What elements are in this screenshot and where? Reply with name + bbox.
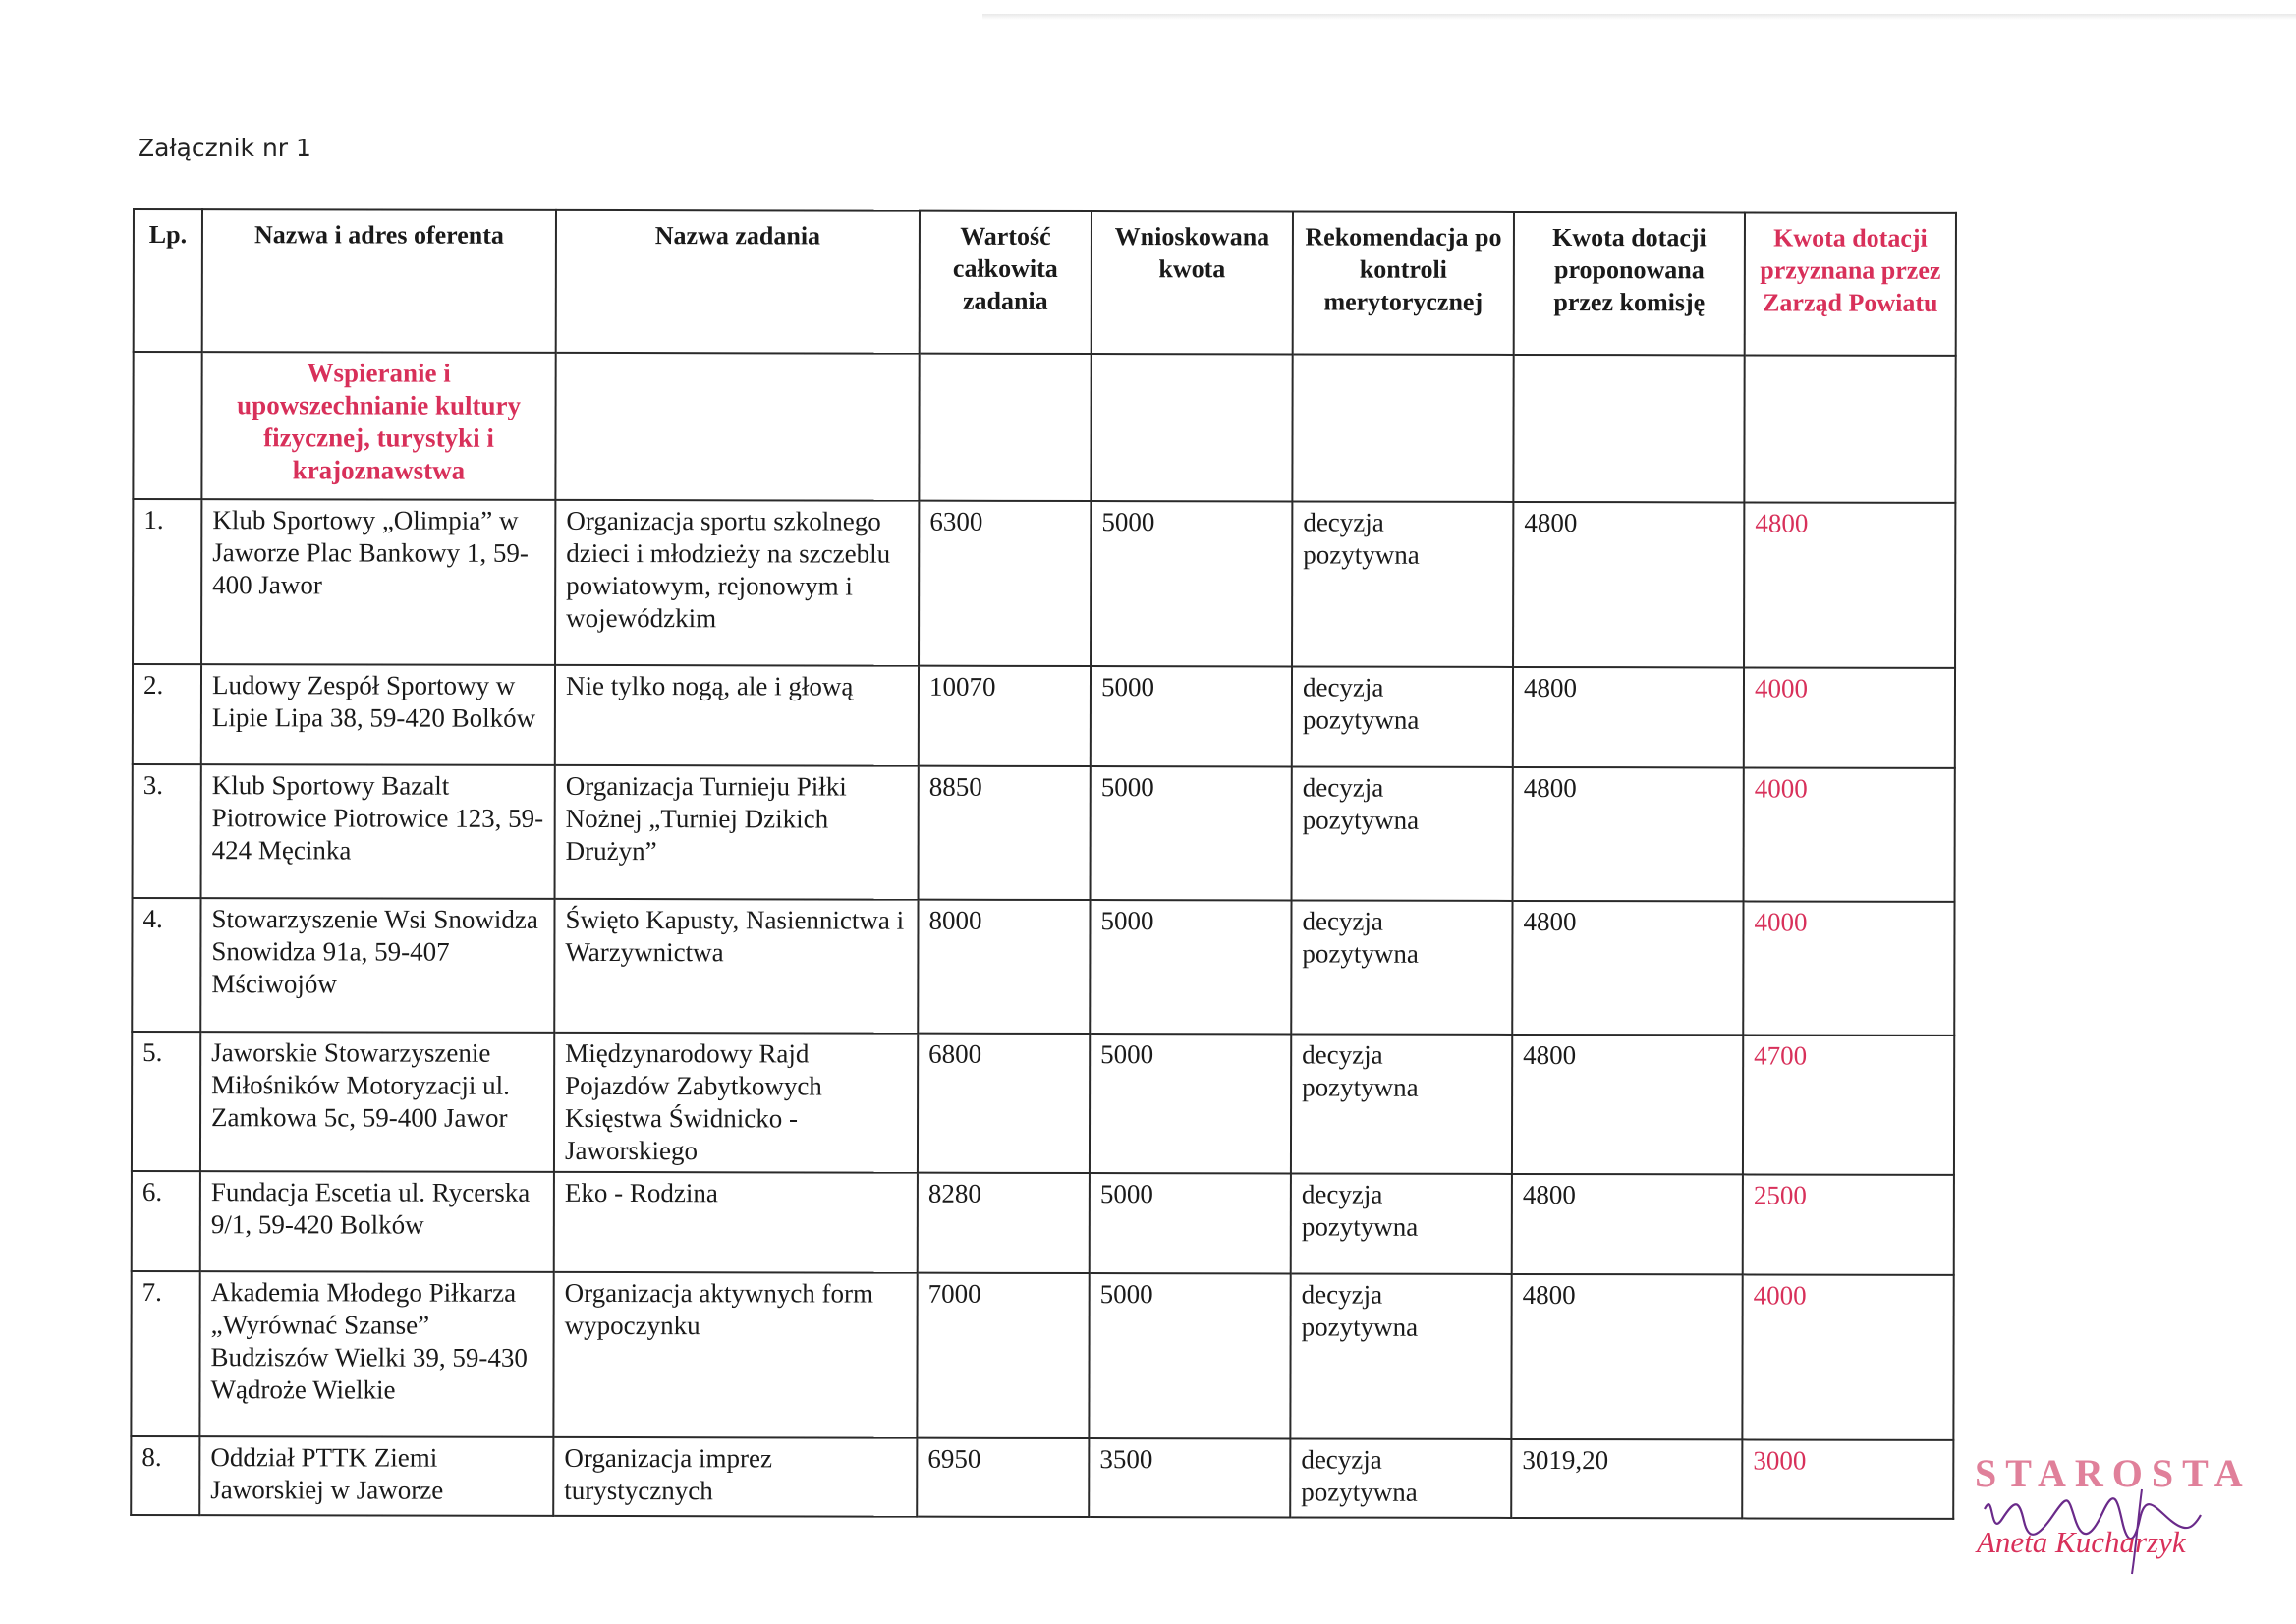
row-applicant: Stowarzyszenie Wsi Snowidza Snowidza 91a, 59-407 Mściwojów <box>200 898 554 1033</box>
row-requested: 5000 <box>1090 1034 1291 1173</box>
row-total-value: 6800 <box>918 1034 1090 1173</box>
category-empty-cell <box>1513 355 1744 502</box>
row-lp: 1. <box>133 499 201 664</box>
row-recommendation: decyzja pozytywna <box>1292 501 1513 666</box>
row-total-value: 8000 <box>918 900 1090 1034</box>
row-recommendation: decyzja pozytywna <box>1291 900 1512 1034</box>
row-task: Międzynarodowy Rajd Pojazdów Zabytkowych Księstwa Świdnicko - Jaworskiego <box>554 1033 918 1173</box>
row-proposed: 4800 <box>1511 1274 1742 1439</box>
row-task: Święto Kapusty, Nasiennictwa i Warzywnictwa <box>554 899 918 1034</box>
starosta-stamp <box>1965 1450 2250 1578</box>
table-body <box>131 352 1955 1519</box>
row-recommendation: decyzja pozytywna <box>1290 1438 1511 1517</box>
row-requested: 5000 <box>1089 1273 1290 1438</box>
row-requested: 5000 <box>1091 501 1292 666</box>
row-total-value: 6300 <box>919 501 1091 666</box>
row-applicant: Oddział PTTK Ziemi Jaworskiej w Jaworze <box>199 1436 553 1516</box>
header-recommendation: Rekomendacja po kontroli merytorycznej <box>1293 211 1514 354</box>
scan-edge-shadow <box>982 14 2296 20</box>
category-label: Wspieranie i upowszechnianie kultury fizycznej, turystyki i krajoznawstwa <box>201 352 555 500</box>
category-empty-cell <box>919 354 1091 501</box>
row-granted: 4700 <box>1743 1035 1954 1174</box>
row-requested: 5000 <box>1090 900 1291 1034</box>
category-empty-cell <box>1091 354 1292 501</box>
row-proposed: 4800 <box>1512 1035 1743 1174</box>
category-empty-cell <box>1744 355 1955 502</box>
row-granted: 2500 <box>1743 1174 1954 1274</box>
header-lp: Lp. <box>134 209 202 352</box>
header-granted: Kwota dotacji przyznana przez Zarząd Powiatu <box>1745 212 1956 355</box>
row-applicant: Fundacja Escetia ul. Rycerska 9/1, 59-420 Bolków <box>200 1171 554 1272</box>
row-total-value: 10070 <box>919 666 1091 766</box>
row-total-value: 8850 <box>919 766 1091 900</box>
row-applicant: Jaworskie Stowarzyszenie Miłośników Motoryzacji ul. Zamkowa 5c, 59-400 Jawor <box>200 1032 554 1172</box>
row-lp: 7. <box>131 1271 199 1436</box>
row-lp: 5. <box>132 1032 200 1171</box>
row-recommendation: decyzja pozytywna <box>1291 1173 1512 1273</box>
row-task: Organizacja Turnieju Piłki Nożnej „Turniej Dzikich Drużyn” <box>555 765 919 900</box>
row-requested: 5000 <box>1090 1173 1291 1273</box>
table-row <box>133 664 1955 768</box>
header-applicant: Nazwa i adres oferenta <box>202 209 556 353</box>
table-header-row <box>134 209 1956 356</box>
row-granted: 4000 <box>1743 901 1954 1035</box>
table-row <box>133 764 1955 902</box>
row-lp: 3. <box>133 764 201 898</box>
row-task: Nie tylko nogą, ale i głową <box>555 665 919 766</box>
row-recommendation: decyzja pozytywna <box>1291 1034 1512 1173</box>
row-proposed: 4800 <box>1513 502 1744 667</box>
category-empty-cell <box>555 353 919 501</box>
header-task: Nazwa zadania <box>556 210 920 354</box>
row-granted: 4000 <box>1744 667 1955 767</box>
row-granted: 4000 <box>1742 1274 1953 1439</box>
stamp-title: STAROSTA <box>1975 1451 2252 1495</box>
table-row <box>131 1436 1953 1519</box>
row-lp: 2. <box>133 664 201 764</box>
row-task: Organizacja aktywnych form wypoczynku <box>553 1272 917 1438</box>
row-total-value: 7000 <box>917 1273 1089 1438</box>
table-row <box>132 1171 1954 1275</box>
row-proposed: 4800 <box>1512 901 1743 1035</box>
table-row <box>133 499 1955 668</box>
row-granted: 4000 <box>1744 767 1955 901</box>
row-lp: 8. <box>131 1436 199 1515</box>
table-row <box>131 1271 1953 1440</box>
row-granted: 3000 <box>1742 1439 1953 1518</box>
row-lp: 6. <box>132 1171 200 1271</box>
table-row <box>132 898 1954 1036</box>
stamp-name: Aneta Kucharzyk <box>1977 1525 2186 1559</box>
row-total-value: 6950 <box>917 1438 1089 1517</box>
row-applicant: Akademia Młodego Piłkarza „Wyrównać Szanse” Budziszów Wielki 39, 59-430 Wądroże Wielkie <box>199 1271 553 1437</box>
category-row <box>133 352 1955 503</box>
row-task: Organizacja imprez turystycznych <box>553 1437 917 1517</box>
row-requested: 5000 <box>1091 766 1292 900</box>
row-requested: 3500 <box>1089 1438 1290 1517</box>
attachment-title: Załącznik nr 1 <box>138 134 311 162</box>
header-total-value: Wartość całkowita zadania <box>920 211 1092 354</box>
row-applicant: Klub Sportowy „Olimpia” w Jaworze Plac Bankowy 1, 59-400 Jawor <box>201 499 555 665</box>
table-row <box>132 1032 1954 1175</box>
header-proposed: Kwota dotacji proponowana przez komisję <box>1514 212 1745 355</box>
row-proposed: 4800 <box>1513 767 1744 901</box>
row-applicant: Ludowy Zespół Sportowy w Lipie Lipa 38, 59-420 Bolków <box>201 664 555 765</box>
row-task: Eko - Rodzina <box>554 1172 918 1273</box>
row-recommendation: decyzja pozytywna <box>1292 766 1513 900</box>
row-lp: 4. <box>132 898 200 1032</box>
grants-table <box>130 208 1957 1520</box>
header-requested: Wnioskowana kwota <box>1092 211 1293 354</box>
row-proposed: 3019,20 <box>1511 1439 1742 1518</box>
row-total-value: 8280 <box>918 1173 1090 1273</box>
row-requested: 5000 <box>1091 666 1292 766</box>
category-empty-cell <box>1292 354 1513 501</box>
row-recommendation: decyzja pozytywna <box>1290 1273 1511 1438</box>
category-empty-cell <box>133 352 201 499</box>
row-applicant: Klub Sportowy Bazalt Piotrowice Piotrowice 123, 59-424 Męcinka <box>201 764 555 899</box>
row-granted: 4800 <box>1744 502 1955 667</box>
row-recommendation: decyzja pozytywna <box>1292 666 1513 766</box>
row-proposed: 4800 <box>1512 1174 1743 1274</box>
row-proposed: 4800 <box>1513 667 1744 767</box>
row-task: Organizacja sportu szkolnego dzieci i młodzieży na szczeblu powiatowym, rejonowym i wojewódzkim <box>555 500 919 666</box>
